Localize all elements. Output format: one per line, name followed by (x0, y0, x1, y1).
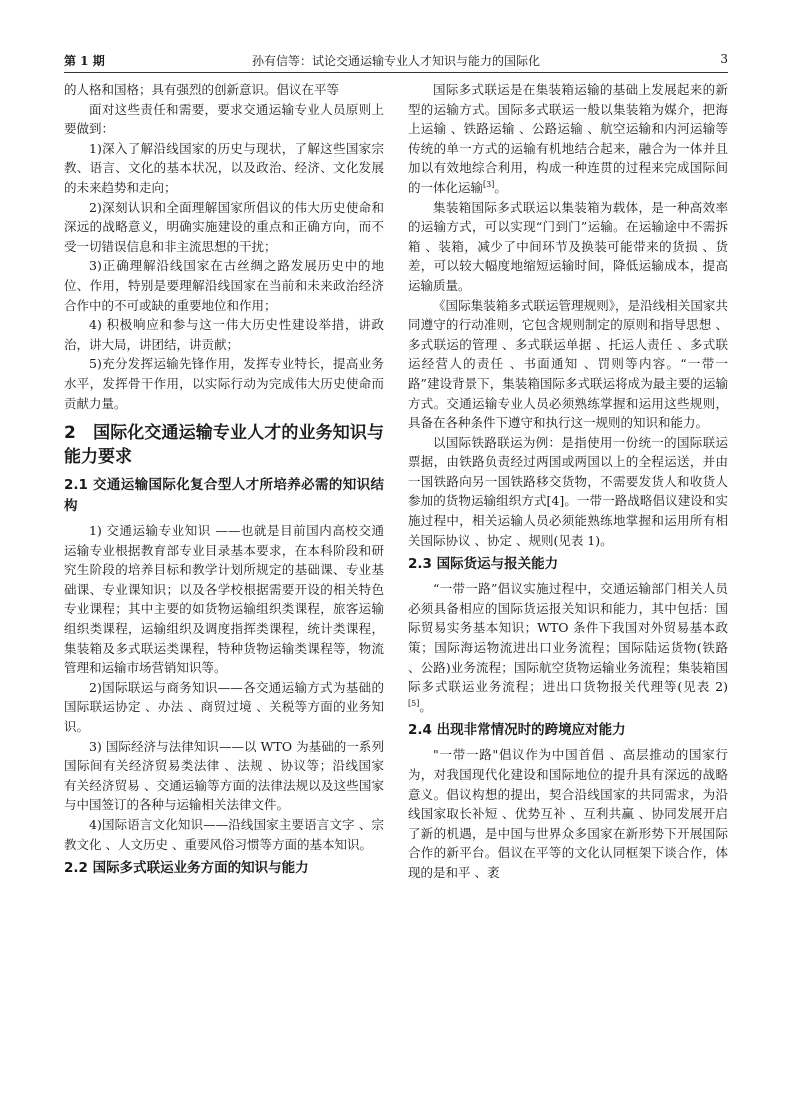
paragraph: 面对这些责任和需要，要求交通运输专业人员原则上要做到： (64, 101, 384, 137)
running-title: 孙有信等：试论交通运输专业人才知识与能力的国际化 (251, 54, 540, 68)
paragraph: 5)充分发挥运输先锋作用，发挥专业特长，提高业务水平，发挥骨干作用，以实际行动为完成伟大历史使命而贡献力量。 (64, 356, 384, 411)
section-heading-2-3: 2.3 国际货运与报关能力 (408, 556, 559, 573)
paragraph-text: “一带一路”倡议实施过程中，交通运输部门相关人员必须具备相应的国际货运报关知识和能力，其中包括：国际贸易实务基本知识；WTO 条件下我国对外贸易基本政策；国际海运物流进出口业务流程；国际陆运货物(铁路 、公路)业务流程；国际航空货物运输业务流程；集装箱国际多式联运业务流程；进出口货物报关代理等(见表 2) (408, 581, 728, 695)
paragraph: 3)正确理解沿线国家在古丝绸之路发展历史中的地位、作用，特别是要理解沿线国家在当前和未来政治经济合作中的不可或缺的重要地位和作用； (64, 258, 384, 313)
paragraph-end: 。 (419, 698, 432, 714)
section-heading-2-1: 2.1 交通运输国际化复合型人才所培养必需的知识结构 (64, 477, 384, 515)
paragraph: 4)国际语言文化知识——沿线国家主要语言文字 、宗教文化 、人文历史 、重要风俗习惯等方面的基本知识。 (64, 817, 384, 852)
paragraph: "一带一路"倡议作为中国首倡 、高层推动的国家行为，对我国现代化建设和国际地位的提升具有深远的战略意义。倡议构想的提出，契合沿线国家的共同需求，为沿线国家取长补短 、优势互补 、互利共赢 、协同发展开启了新的机遇，是中国与世界众多国家在新形势下开展国际合作的新平台。倡议在平等的文化认同框架下谈合作，体现的是和平 、袤 (408, 747, 728, 880)
paragraph: 1) 交通运输专业知识 ——也就是目前国内高校交通运输专业根据教育部专业目录基本要求，在本科阶段和研究生阶段的培养目标和教学计划所规定的基础课、专业基础课、专业课知识；以及各学校根据需要开设的相关特色专业课程；其中主要的如货物运输组织类课程，旅客运输组织类课程，运输组织及调度指挥类课程，统计类课程，集装箱及多式联运类课程，特种货物运输类课程等，物流管理和运输市场营销知识等。 (64, 523, 384, 676)
paragraph: 2)深刻认识和全面理解国家所倡议的伟大历史使命和深远的战略意义，明确实施建设的重点和正确方向，而不受一切错误信息和非主流思想的干扰； (64, 199, 384, 254)
section-heading-2-2: 2.2 国际多式联运业务方面的知识与能力 (64, 860, 309, 877)
citation-ref: [3] (483, 179, 495, 189)
paragraph: 的人格和国格；具有强烈的创新意识。倡议在平等 (64, 82, 340, 97)
paragraph: 3) 国际经济与法律知识——以 WTO 为基础的一系列国际间有关经济贸易类法律 、法规 、协议等；沿线国家有关经济贸易 、交通运输等方面的法律法规以及这些国家与中国签订的各种与运输相关法律文件。 (64, 738, 384, 813)
paragraph (408, 80, 728, 198)
issue-label: 第 1 期 (64, 54, 105, 68)
paragraph: 1)深入了解沿线国家的历史与现状，了解这些国家宗教、语言、文化的基本状况，以及政治、经济、文化发展的未来趋势和走向； (64, 140, 384, 195)
citation-ref: [5] (408, 698, 420, 708)
paragraph-end: 。 (494, 179, 507, 195)
left-column (64, 80, 384, 883)
running-header (64, 50, 728, 73)
paragraph: 《国际集装箱多式联运管理规则》，是沿线相关国家共同遵守的行动准则，它包含规则制定的原则和指导思想 、多式联运的管理 、多式联运单据 、托运人责任 、多式联运经营人的责任 、书面通知 、罚则等内容。“一带一路”建设背景下，集装箱国际多式联运将成为最主要的运输方式。交通运输专业人员必须熟练掌握和运用这些规则，具备在各种条件下遵守和执行这一规则的知识和能力。 (408, 297, 728, 431)
section-heading-2: 2 国际化交通运输专业人才的业务知识与能力要求 (64, 423, 384, 468)
paragraph: 2)国际联运与商务知识——各交通运输方式为基础的国际联运协定 、办法 、商贸过境 、关税等方面的业务知识。 (64, 679, 384, 735)
paragraph (408, 579, 728, 716)
page-number: 3 (720, 52, 728, 66)
paragraph: 以国际铁路联运为例：是指使用一份统一的国际联运票据，由铁路负责经过两国或两国以上的全程运送，并由一国铁路向另一国铁路移交货物，不需要发货人和收货人参加的货物运输组织方式[4]。一带一路战略倡议建设和实施过程中，相关运输人员必须能熟练地掌握和运用所有相关国际协议 、协定 、规则(见表 1)。 (408, 434, 728, 548)
paragraph: 4) 积极响应和参与这一伟大历史性建设举措，讲政治，讲大局，讲团结，讲贡献； (64, 317, 384, 352)
section-heading-2-4: 2.4 出现非常情况时的跨境应对能力 (408, 722, 626, 739)
paragraph-text: 国际多式联运是在集装箱运输的基础上发展起来的新型的运输方式。国际多式联运一般以集装箱为媒介，把海上运输 、铁路运输 、公路运输 、航空运输和内河运输等传统的单一方式的运输有机地结合起来，融合为一体并且加以有效地综合利用，构成一种连贯的过程来完成国际间的一体化运输 (408, 82, 728, 195)
right-column (408, 80, 728, 883)
paragraph: 集装箱国际多式联运以集装箱为载体，是一种高效率的运输方式，可以实现“门到门”运输。在运输途中不需拆箱 、装箱，减少了中间环节及换装可能带来的货损 、货差，可以较大幅度地缩短运输时间，降低运输成本，提高运输质量。 (408, 199, 728, 293)
